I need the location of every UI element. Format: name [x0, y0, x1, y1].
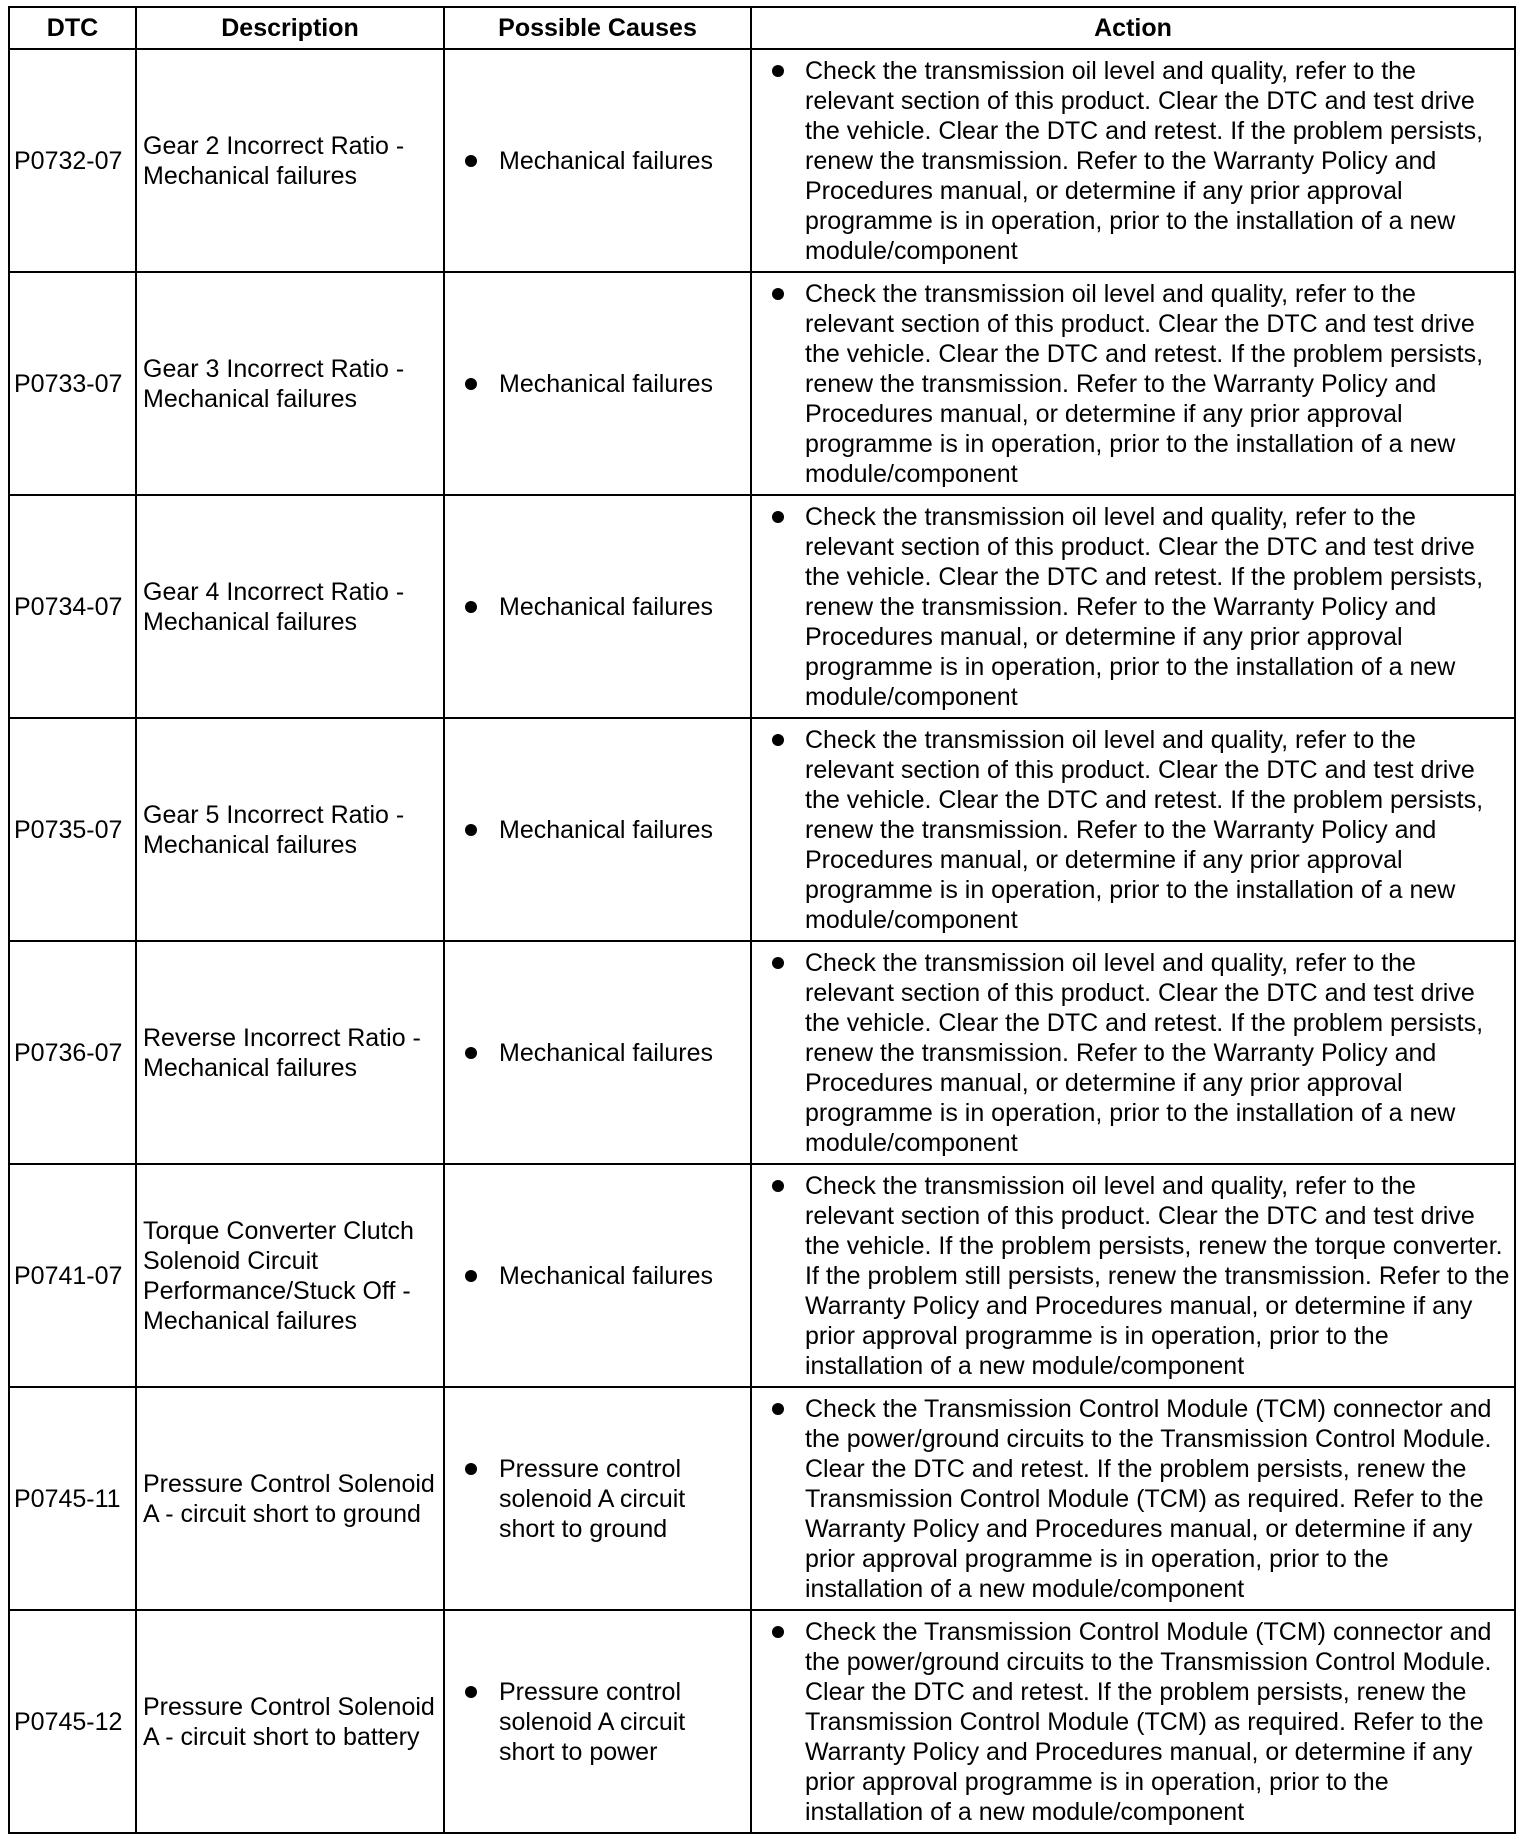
bullet-icon — [772, 1403, 784, 1415]
cause-bullet-item — [465, 1454, 742, 1544]
possible-cause-text: Pressure control solenoid A circuit short to ground — [499, 1454, 686, 1543]
cause-bullet-item — [465, 815, 742, 845]
bullet-icon — [465, 378, 477, 390]
possible-cause-text: Mechanical failures — [499, 1038, 713, 1067]
table-row — [9, 718, 1515, 941]
possible-cause-cell — [444, 1610, 751, 1833]
action-bullet-item — [772, 948, 1510, 1158]
bullet-icon — [465, 1686, 477, 1698]
bullet-icon — [772, 1626, 784, 1638]
dtc-code: P0733-07 — [9, 272, 136, 495]
dtc-description: Torque Converter Clutch Solenoid Circuit Performance/Stuck Off - Mechanical failures — [136, 1164, 444, 1387]
dtc-code: P0741-07 — [9, 1164, 136, 1387]
cause-bullet-item — [465, 1261, 742, 1291]
action-bullet-item — [772, 279, 1510, 489]
action-text: Check the transmission oil level and quality, refer to the relevant section of this product. Clear the DTC and test drive the vehicle. Clear the DTC and retest. If the problem persists, renew the transmission. Refer to the Warranty Policy and Procedures manual, or determine if any prior approval programme is in operation, prior to the installation of a new module/component — [805, 948, 1484, 1157]
header-dtc: DTC — [9, 7, 136, 49]
bullet-icon — [465, 601, 477, 613]
action-bullet-item — [772, 1617, 1510, 1827]
possible-cause-cell — [444, 495, 751, 718]
action-text: Check the Transmission Control Module (TCM) connector and the power/ground circuits to the Transmission Control Module. Clear the DTC and retest. If the problem persists, renew the Transmission Control Module (TCM) as required. Refer to the Warranty Policy and Procedures manual, or determine if any prior approval programme is in operation, prior to the installation of a new module/component — [805, 1617, 1492, 1826]
possible-cause-cell — [444, 718, 751, 941]
bullet-icon — [465, 1270, 477, 1282]
table-row — [9, 1610, 1515, 1833]
possible-cause-text: Pressure control solenoid A circuit short to power — [499, 1677, 686, 1766]
action-text: Check the transmission oil level and quality, refer to the relevant section of this product. Clear the DTC and test drive the vehicle. Clear the DTC and retest. If the problem persists, renew the transmission. Refer to the Warranty Policy and Procedures manual, or determine if any prior approval programme is in operation, prior to the installation of a new module/component — [805, 725, 1484, 934]
possible-cause-text: Mechanical failures — [499, 369, 713, 398]
dtc-code: P0745-11 — [9, 1387, 136, 1610]
bullet-icon — [772, 957, 784, 969]
action-bullet-item — [772, 1394, 1510, 1604]
action-text: Check the transmission oil level and quality, refer to the relevant section of this product. Clear the DTC and test drive the vehicle. Clear the DTC and retest. If the problem persists, renew the transmission. Refer to the Warranty Policy and Procedures manual, or determine if any prior approval programme is in operation, prior to the installation of a new module/component — [805, 502, 1484, 711]
table-header-row — [9, 7, 1515, 49]
dtc-code: P0745-12 — [9, 1610, 136, 1833]
table-row — [9, 1387, 1515, 1610]
action-cell — [751, 495, 1515, 718]
dtc-description: Gear 4 Incorrect Ratio - Mechanical failures — [136, 495, 444, 718]
possible-cause-cell — [444, 941, 751, 1164]
possible-cause-cell — [444, 1387, 751, 1610]
cause-bullet-item — [465, 1677, 742, 1767]
action-cell — [751, 1164, 1515, 1387]
action-bullet-item — [772, 1171, 1510, 1381]
possible-cause-cell — [444, 49, 751, 272]
dtc-code: P0735-07 — [9, 718, 136, 941]
cause-bullet-item — [465, 369, 742, 399]
bullet-icon — [772, 734, 784, 746]
header-action: Action — [751, 7, 1515, 49]
action-text: Check the transmission oil level and quality, refer to the relevant section of this product. Clear the DTC and test drive the vehicle. Clear the DTC and retest. If the problem persists, renew the transmission. Refer to the Warranty Policy and Procedures manual, or determine if any prior approval programme is in operation, prior to the installation of a new module/component — [805, 279, 1484, 488]
action-bullet-item — [772, 502, 1510, 712]
table-row — [9, 272, 1515, 495]
possible-cause-cell — [444, 1164, 751, 1387]
bullet-icon — [772, 65, 784, 77]
dtc-table — [8, 6, 1516, 1834]
action-cell — [751, 1387, 1515, 1610]
dtc-code: P0736-07 — [9, 941, 136, 1164]
dtc-description: Gear 5 Incorrect Ratio - Mechanical failures — [136, 718, 444, 941]
action-cell — [751, 272, 1515, 495]
dtc-code: P0732-07 — [9, 49, 136, 272]
action-cell — [751, 718, 1515, 941]
dtc-description: Gear 3 Incorrect Ratio - Mechanical failures — [136, 272, 444, 495]
action-cell — [751, 1610, 1515, 1833]
bullet-icon — [772, 511, 784, 523]
dtc-description: Pressure Control Solenoid A - circuit short to ground — [136, 1387, 444, 1610]
bullet-icon — [465, 1463, 477, 1475]
table-row — [9, 495, 1515, 718]
table-row — [9, 1164, 1515, 1387]
bullet-icon — [772, 1180, 784, 1192]
action-bullet-item — [772, 725, 1510, 935]
header-description: Description — [136, 7, 444, 49]
dtc-code: P0734-07 — [9, 495, 136, 718]
cause-bullet-item — [465, 592, 742, 622]
bullet-icon — [772, 288, 784, 300]
possible-cause-text: Mechanical failures — [499, 592, 713, 621]
bullet-icon — [465, 155, 477, 167]
header-possible-causes: Possible Causes — [444, 7, 751, 49]
possible-cause-cell — [444, 272, 751, 495]
possible-cause-text: Mechanical failures — [499, 1261, 713, 1290]
action-text: Check the transmission oil level and quality, refer to the relevant section of this product. Clear the DTC and test drive the vehicle. Clear the DTC and retest. If the problem persists, renew the transmission. Refer to the Warranty Policy and Procedures manual, or determine if any prior approval programme is in operation, prior to the installation of a new module/component — [805, 56, 1484, 265]
cause-bullet-item — [465, 146, 742, 176]
bullet-icon — [465, 1047, 477, 1059]
action-text: Check the transmission oil level and quality, refer to the relevant section of this product. Clear the DTC and test drive the vehicle. If the problem persists, renew the torque converter. If the problem still persists, renew the transmission. Refer to the Warranty Policy and Procedures manual, or determine if any prior approval programme is in operation, prior to the installation of a new module/component — [805, 1171, 1510, 1380]
action-cell — [751, 49, 1515, 272]
action-bullet-item — [772, 56, 1510, 266]
cause-bullet-item — [465, 1038, 742, 1068]
dtc-description: Gear 2 Incorrect Ratio - Mechanical failures — [136, 49, 444, 272]
possible-cause-text: Mechanical failures — [499, 815, 713, 844]
possible-cause-text: Mechanical failures — [499, 146, 713, 175]
table-row — [9, 49, 1515, 272]
table-row — [9, 941, 1515, 1164]
dtc-description: Pressure Control Solenoid A - circuit short to battery — [136, 1610, 444, 1833]
action-text: Check the Transmission Control Module (TCM) connector and the power/ground circuits to the Transmission Control Module. Clear the DTC and retest. If the problem persists, renew the Transmission Control Module (TCM) as required. Refer to the Warranty Policy and Procedures manual, or determine if any prior approval programme is in operation, prior to the installation of a new module/component — [805, 1394, 1492, 1603]
action-cell — [751, 941, 1515, 1164]
bullet-icon — [465, 824, 477, 836]
dtc-description: Reverse Incorrect Ratio - Mechanical failures — [136, 941, 444, 1164]
